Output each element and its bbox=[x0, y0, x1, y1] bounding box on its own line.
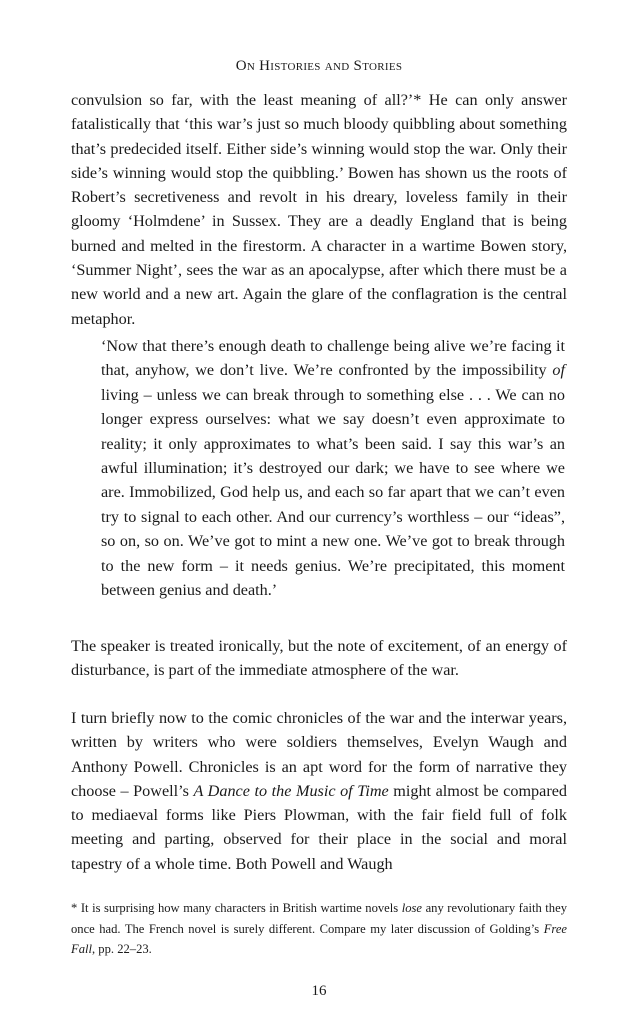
paragraph-3-end: might almost be compared to mediaeval forms like Piers Plowman, with the fair field full of folk meeting and parting, observed for their place in the social and moral tapestry of a whole time. Both Powell and Waugh bbox=[71, 781, 567, 873]
paragraph-1: convulsion so far, with the least meaning of all?’* He can only answer fatalistically that ‘this war’s just so much bloody quibbling about something that’s predecided itself. Either side’s winning would stop the war. Only their side’s winning would stop the quibbling.’ Bowen has shown us the roots of Robert’s secretiveness and revolt in his dreary, loveless family in their gloomy ‘Holmdene’ in Sussex. They are a deadly England that is being burned and melted in the firestorm. A character in a wartime Bowen story, ‘Summer Night’, sees the war as an apocalypse, after which there must be a new world and a new art. Again the glare of the conflagration is the central metaphor. bbox=[71, 91, 567, 328]
quote-text-end: living – unless we can break through to something else . . . We can no longer express ourselves: what we say doesn’t even approximate to reality; it only approximates to what’s been said. I say this war’s an awful illumination; it’s destroyed our dark; we have to see where we are. Immobilized, God help us, and each so far apart that we can’t even try to signal to each other. And our currency’s worthless – our “ideas”, so on, so on. We’ve got to mint a new one. We’ve got to break through to the new form – it needs genius. We’re precipitated, this moment between genius and death.’ bbox=[101, 385, 565, 600]
paragraph-3-start: I turn briefly now to the comic chronicles of the war and the interwar years, written by writers who were soldiers themselves, Evelyn Waugh and Anthony Powell. Chronicles is an apt word for the form of narrative they choose – Powell’s bbox=[71, 709, 567, 800]
paragraph-2: The speaker is treated ironically, but the note of excitement, of an energy of disturbance, is part of the immediate atmosphere of the war. bbox=[71, 637, 567, 680]
book-title-dance: A Dance to the Music of Time bbox=[193, 781, 389, 800]
book-page bbox=[71, 0, 567, 1028]
footnote-start: * It is surprising how many characters in British wartime novels bbox=[71, 901, 402, 915]
footnote-emphasis: lose bbox=[401, 901, 423, 915]
quote-text-start: ‘Now that there’s enough death to challenge being alive we’re facing it that, anyhow, we don’t live. We’re confronted by the impossibility bbox=[101, 337, 565, 380]
quote-emphasis: of bbox=[552, 361, 565, 380]
book-title-free-fall: Free Fall bbox=[71, 921, 567, 956]
footnote-end: , pp. 22–23. bbox=[92, 942, 152, 956]
running-head: On Histories and Stories bbox=[235, 58, 403, 74]
footnote-middle: any revolutionary faith they once had. The French novel is surely different. Compare my later discussion of Golding’s bbox=[71, 901, 567, 936]
block-quote bbox=[101, 334, 565, 602]
footnote bbox=[71, 898, 567, 960]
paragraph-3 bbox=[71, 706, 567, 876]
page-number: 16 bbox=[311, 983, 327, 999]
